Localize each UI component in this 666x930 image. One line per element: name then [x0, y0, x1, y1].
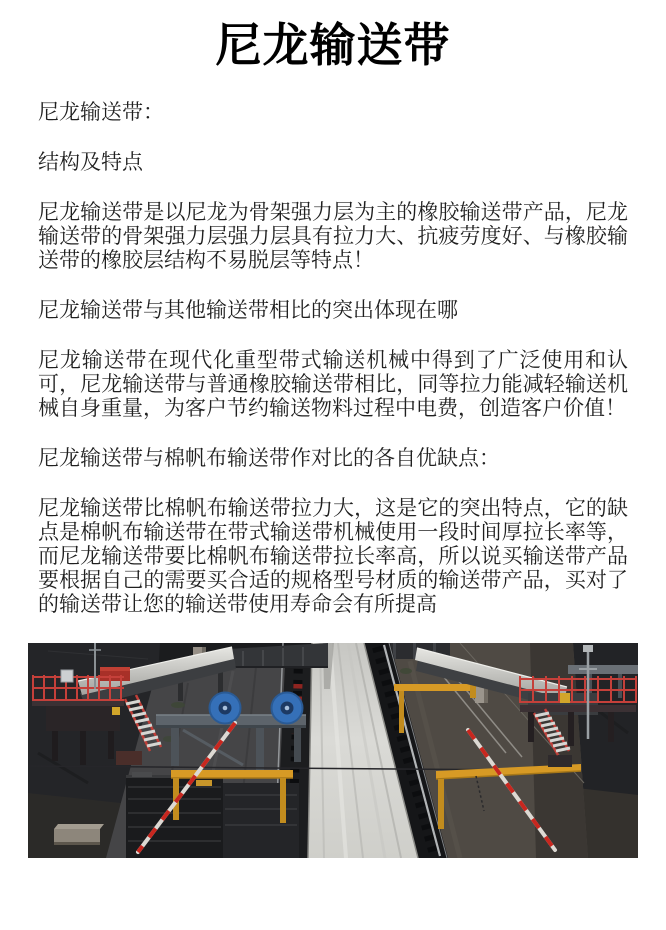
concrete-block: [54, 824, 104, 845]
paragraph-advantages: 尼龙输送带在现代化重型带式输送机械中得到了广泛使用和认可，尼龙输送带与普通橡胶输送带相比，同等拉力能减轻输送机械自身重量，为客户节约输送物料过程中电费，创造客户价值！: [38, 349, 628, 420]
paragraph-intro: 尼龙输送带：: [38, 101, 164, 124]
page-title: 尼龙输送带: [215, 19, 451, 71]
feed-hopper-machine: [126, 772, 299, 858]
paragraph-structure: 结构及特点: [38, 151, 143, 174]
conveyor-photo-svg: [28, 643, 638, 858]
paragraph-compare-q: 尼龙输送带与其他输送带相比的突出体现在哪: [38, 299, 458, 322]
paragraph-canvas-cmp: 尼龙输送带比棉帆布输送带拉力大，这是它的突出特点，它的缺点是棉帆布输送带在带式输送带机械使用一段时间厚拉长率等，而尼龙输送带要比棉帆布输送带拉长率高，所以说买输送带产品要根据自己的需要买合适的规格型号材质的输送带产品，买对了的输送带让您的输送带使用寿命会有所提高: [38, 497, 628, 616]
paragraph-canvas-q: 尼龙输送带与棉帆布输送带作对比的各自优缺点：: [38, 447, 500, 470]
article-body: [38, 101, 628, 617]
paragraph-features: 尼龙输送带是以尼龙为骨架强力层为主的橡胶输送带产品，尼龙输送带的骨架强力层强力层具有拉力大、抗疲劳度好、与橡胶输送带的橡胶层结构不易脱层等特点！: [38, 201, 628, 272]
conveyor-photo: [28, 643, 638, 858]
